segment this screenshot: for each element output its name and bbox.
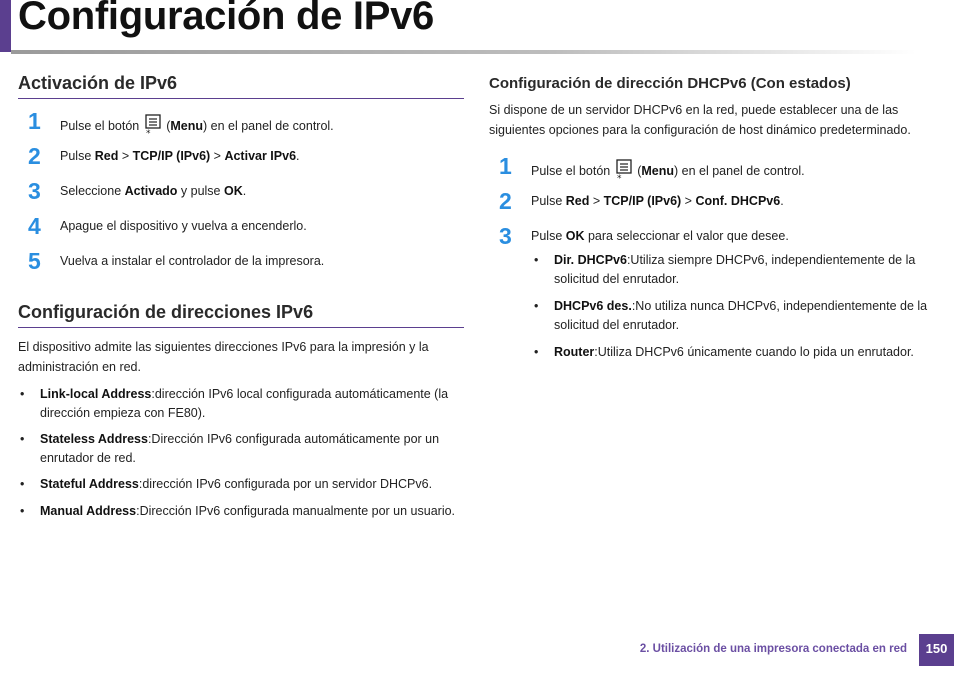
list-item: • Link-local Address:dirección IPv6 local configurada automáticamente (la dirección empieza con FE80). bbox=[18, 385, 464, 422]
list-item: • DHCPv6 des.:No utiliza nunca DHCPv6, independientemente de la solicitud del enrutador. bbox=[532, 297, 939, 334]
list-item: • Stateful Address:dirección IPv6 configurada por un servidor DHCPv6. bbox=[18, 475, 464, 494]
dhcpv6-intro: Si dispone de un servidor DHCPv6 en la red, puede establecer una de las siguientes opciones para la configuración de host dinámico predeterminado. bbox=[489, 103, 911, 137]
step-item bbox=[18, 212, 464, 247]
section-heading-addresses: Configuración de direcciones IPv6 bbox=[18, 302, 464, 328]
step-number: 2 bbox=[499, 188, 512, 214]
list-item: • Manual Address:Dirección IPv6 configurada manualmente por un usuario. bbox=[18, 502, 464, 521]
dhcpv6-steps bbox=[489, 152, 939, 257]
address-types-list bbox=[18, 385, 464, 520]
step-text: Pulse Red > TCP/IP (IPv6) > Conf. DHCPv6. bbox=[531, 194, 784, 208]
title-accent-bar bbox=[0, 0, 11, 52]
step-item bbox=[18, 247, 464, 282]
left-column bbox=[18, 73, 464, 520]
list-item: • Router:Utiliza DHCPv6 únicamente cuando lo pida un enrutador. bbox=[532, 343, 939, 362]
step-text: Seleccione Activado y pulse OK. bbox=[60, 184, 247, 198]
step-number: 1 bbox=[28, 108, 41, 134]
list-item: • Dir. DHCPv6:Utiliza siempre DHCPv6, independientemente de la solicitud del enrutador. bbox=[532, 251, 939, 288]
step-text: Pulse el botón * (Menu) en el panel de control. bbox=[60, 114, 334, 136]
svg-text:*: * bbox=[616, 174, 622, 181]
step-number: 5 bbox=[28, 248, 41, 274]
menu-icon bbox=[145, 114, 161, 136]
dhcpv6-options-list bbox=[532, 251, 939, 362]
addresses-intro: El dispositivo admite las siguientes direcciones IPv6 para la impresión y la administración en red. bbox=[18, 340, 429, 374]
section-heading-activation: Activación de IPv6 bbox=[18, 73, 464, 99]
page-title: Configuración de IPv6 bbox=[18, 0, 434, 38]
step-number: 3 bbox=[28, 178, 41, 204]
step-item bbox=[489, 152, 939, 187]
footer-chapter-link[interactable]: 2. Utilización de una impresora conectada en red bbox=[639, 643, 907, 655]
menu-icon bbox=[616, 159, 632, 181]
page-number: 150 bbox=[919, 634, 954, 666]
step-number: 2 bbox=[28, 143, 41, 169]
title-divider bbox=[11, 50, 916, 54]
step-number: 4 bbox=[28, 213, 41, 239]
step-text: Pulse Red > TCP/IP (IPv6) > Activar IPv6. bbox=[60, 149, 300, 163]
step-item bbox=[18, 107, 464, 142]
right-column bbox=[489, 75, 939, 362]
step-text: Vuelva a instalar el controlador de la impresora. bbox=[60, 254, 325, 268]
step-number: 3 bbox=[499, 223, 512, 249]
list-item: • Stateless Address:Dirección IPv6 configurada automáticamente por un enrutador de red. bbox=[18, 430, 464, 467]
step-text: Apague el dispositivo y vuelva a encenderlo. bbox=[60, 219, 307, 233]
activation-steps bbox=[18, 107, 464, 282]
svg-text:*: * bbox=[145, 129, 151, 136]
section-heading-dhcpv6: Configuración de dirección DHCPv6 (Con estados) bbox=[489, 75, 851, 92]
step-text: Pulse el botón * (Menu) en el panel de control. bbox=[531, 159, 805, 181]
step-item bbox=[18, 177, 464, 212]
step-number: 1 bbox=[499, 153, 512, 179]
step-item bbox=[489, 187, 939, 222]
step-item bbox=[18, 142, 464, 177]
step-text: Pulse OK para seleccionar el valor que desee. bbox=[531, 229, 789, 243]
